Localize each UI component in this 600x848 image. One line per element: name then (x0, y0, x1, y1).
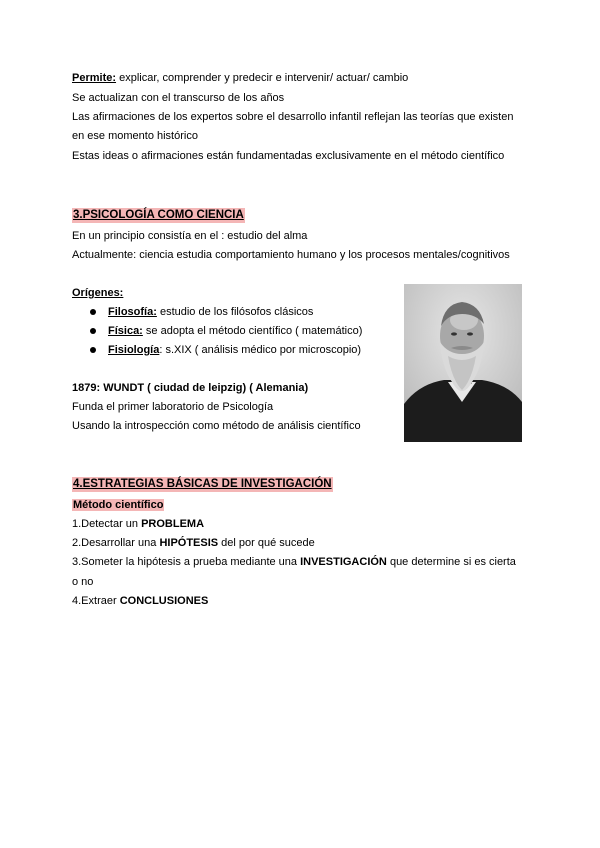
metodo-cientifico-label: Método científico (73, 499, 164, 511)
step-text: 2.Desarrollar una (72, 537, 160, 549)
section4-heading: 4.ESTRATEGIAS BÁSICAS DE INVESTIGACIÓN (73, 478, 332, 490)
bullet-dot (90, 347, 96, 353)
wundt-line-2: Usando la introspección como método de análisis científico (72, 420, 361, 432)
intro-line-3: Las afirmaciones de los expertos sobre el desarrollo infantil reflejan las teorías que existen (72, 111, 514, 123)
step-4 (72, 594, 208, 608)
section4-subheading (72, 498, 164, 512)
step-text: del por qué sucede (218, 537, 315, 549)
step-text: 1.Detectar un (72, 518, 142, 530)
step-text: 3.Someter la hipótesis a prueba mediante una (72, 556, 301, 568)
permite-text: explicar, comprender y predecir e intervenir/ actuar/ cambio (116, 72, 409, 84)
step-text: que determine si es cierta (386, 556, 516, 568)
origin-label: Filosofía: (108, 306, 157, 318)
step-text: o no (72, 576, 94, 588)
wundt-portrait-image (404, 284, 522, 442)
permite-label: Permite: (72, 72, 117, 84)
step-keyword: HIPÓTESIS (159, 537, 219, 549)
intro-line-5: Estas ideas o afirmaciones están fundamentadas exclusivamente en el método científico (72, 150, 505, 162)
step-1 (72, 517, 204, 531)
origin-text: : s.XIX ( análisis médico por microscopio) (159, 344, 362, 356)
step-3-continued (72, 575, 93, 589)
intro-permite-line (72, 71, 408, 85)
bullet-dot (90, 328, 96, 334)
section3-line-2: Actualmente: ciencia estudia comportamiento humano y los procesos mentales/cognitivos (72, 249, 510, 261)
origin-label: Física: (108, 325, 143, 337)
origin-item-fisica (108, 324, 362, 338)
origin-text: se adopta el método científico ( matemático) (142, 325, 363, 337)
origin-label: Fisiología (108, 344, 160, 356)
step-keyword: PROBLEMA (141, 518, 205, 530)
wundt-line-1: Funda el primer laboratorio de Psicología (72, 401, 274, 413)
step-3 (72, 555, 516, 569)
wundt-title: 1879: WUNDT ( ciudad de leipzig) ( Alemania) (72, 382, 309, 394)
step-keyword: INVESTIGACIÓN (300, 556, 387, 568)
bullet-dot (90, 309, 96, 315)
intro-line-4: en ese momento histórico (72, 130, 198, 142)
step-2 (72, 536, 315, 550)
origins-label: Orígenes: (72, 287, 124, 299)
section3-heading: 3.PSICOLOGÍA COMO CIENCIA (73, 209, 244, 221)
origin-text: estudio de los filósofos clásicos (156, 306, 314, 318)
step-keyword: CONCLUSIONES (119, 595, 209, 607)
step-text: 4.Extraer (72, 595, 120, 607)
origin-item-fisiologia (108, 343, 361, 357)
intro-line-2: Se actualizan con el transcurso de los años (72, 92, 285, 104)
origin-item-filosofia (108, 305, 313, 319)
section3-line-1: En un principio consistía en el : estudio del alma (72, 230, 308, 242)
